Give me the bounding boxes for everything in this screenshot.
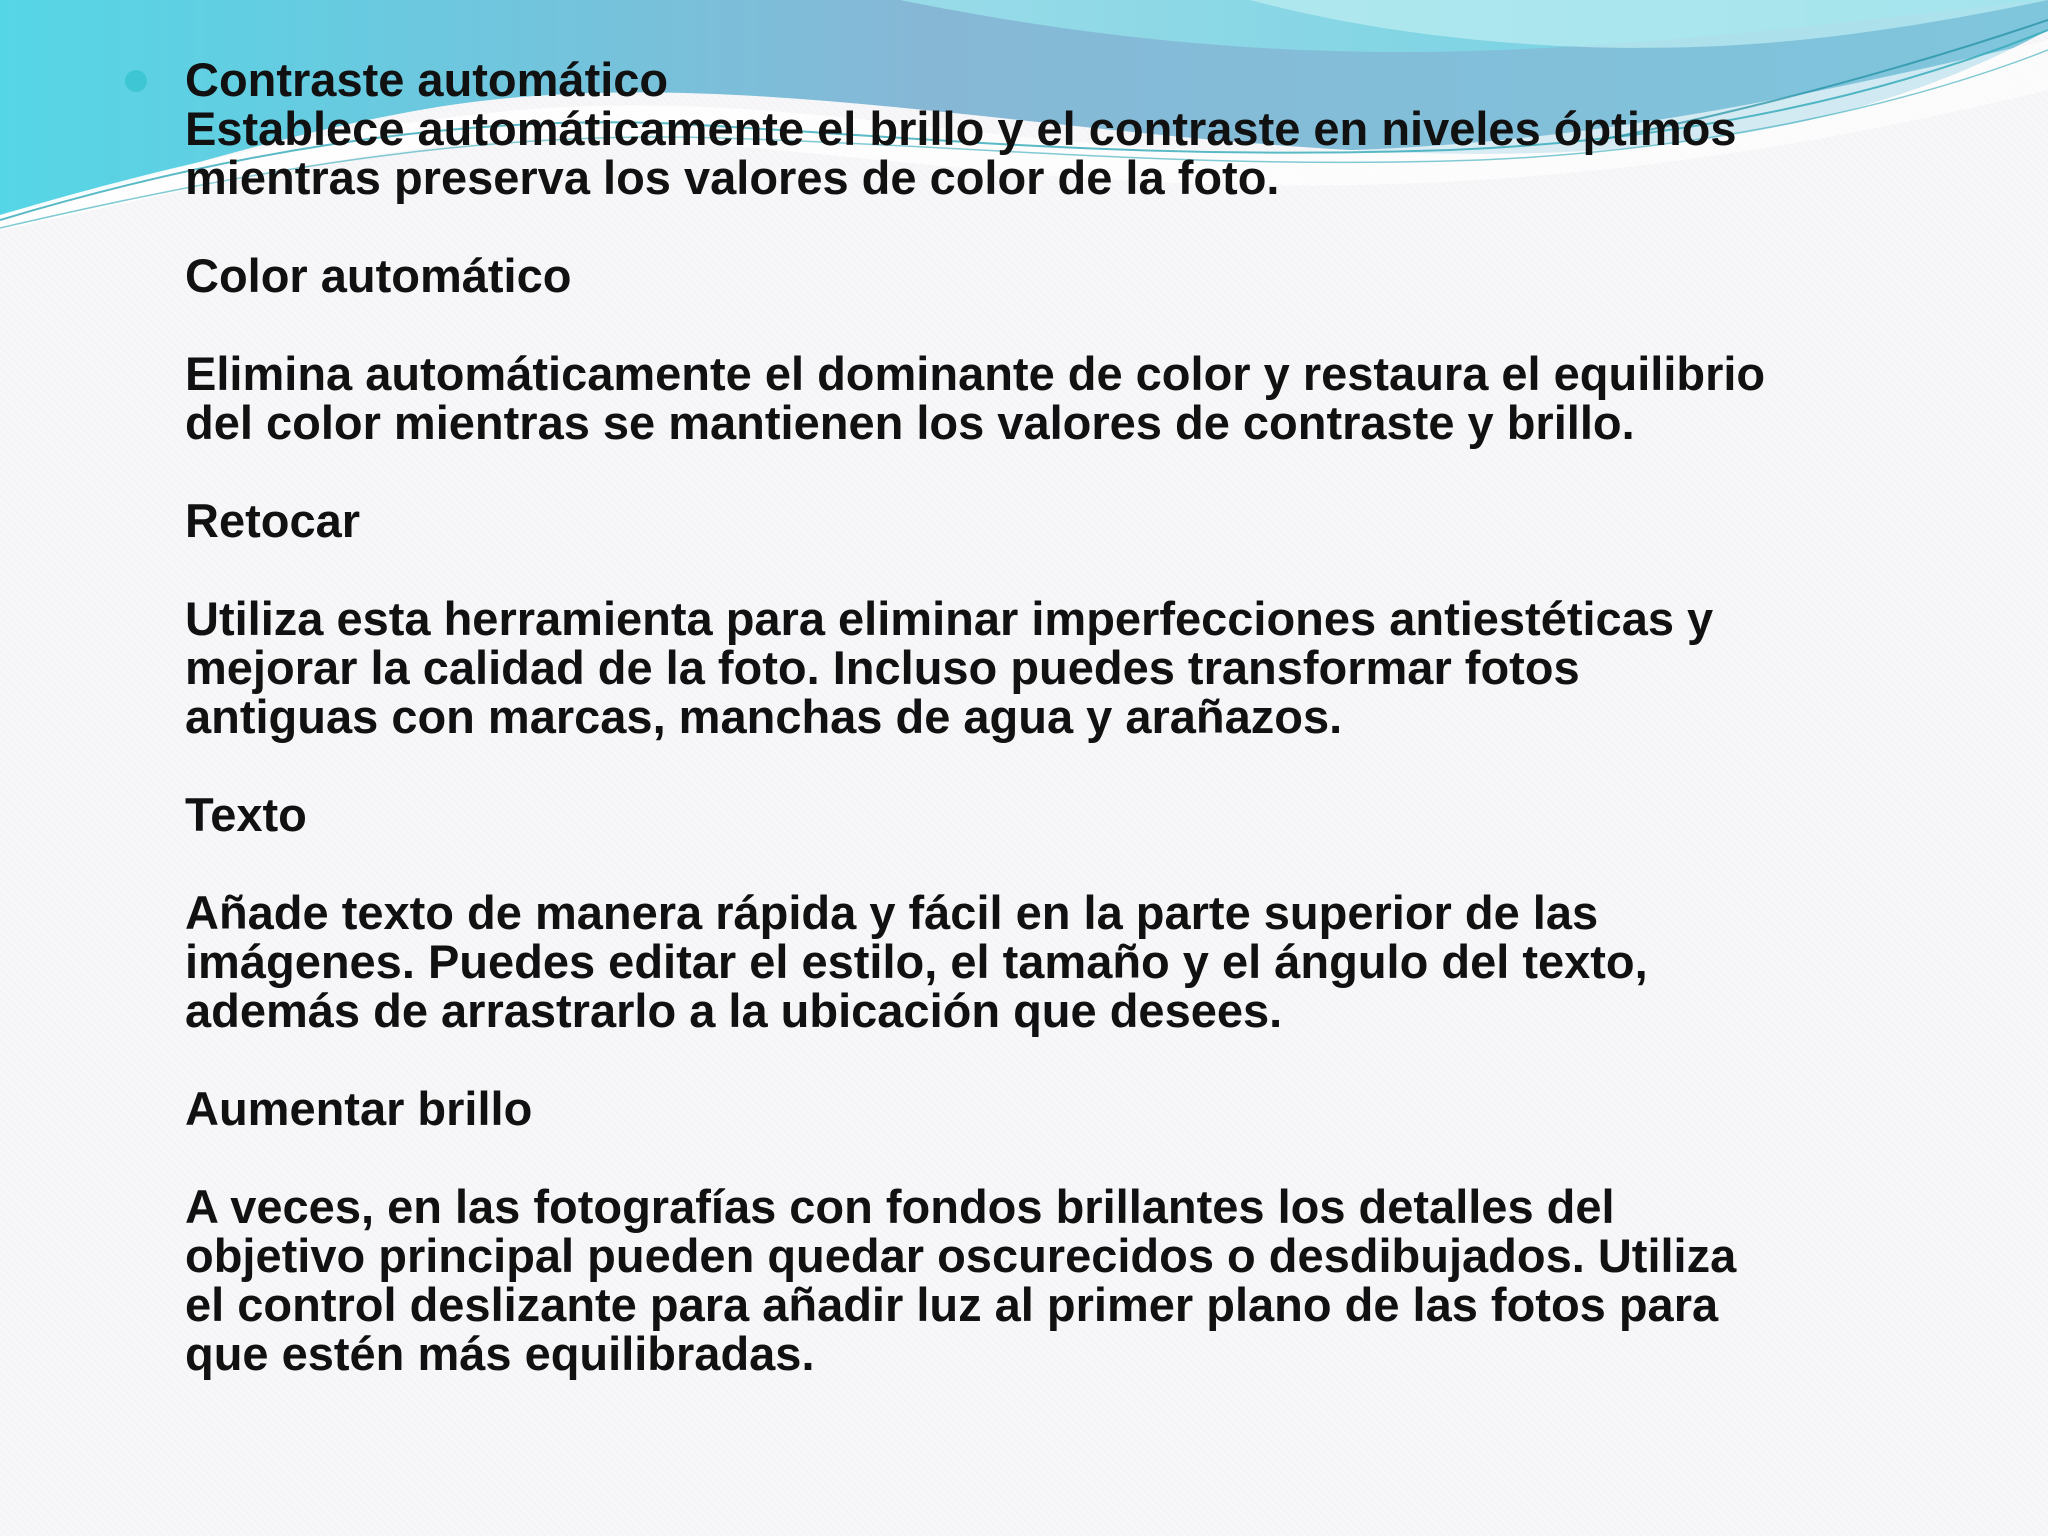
slide-text-body — [185, 55, 1985, 1378]
section-body-line: además de arrastrarlo a la ubicación que desees. — [185, 984, 1283, 1037]
section-heading: Aumentar brillo — [185, 1082, 533, 1135]
section-body-line: Elimina automáticamente el dominante de color y restaura el equilibrio — [185, 347, 1766, 400]
section-text — [185, 790, 1985, 1035]
section-heading: Retocar — [185, 494, 361, 547]
section-body-line: del color mientras se mantienen los valores de contraste y brillo. — [185, 396, 1635, 449]
section-heading: Contraste automático — [185, 53, 669, 106]
section-brightness — [185, 1084, 1985, 1378]
section-body-line: Utiliza esta herramienta para eliminar imperfecciones antiestéticas y — [185, 592, 1714, 645]
section-body-line: Establece automáticamente el brillo y el contraste en niveles óptimos — [185, 102, 1737, 155]
section-heading: Color automático — [185, 249, 572, 302]
section-retouch — [185, 496, 1985, 741]
section-body-line: A veces, en las fotografías con fondos brillantes los detalles del — [185, 1180, 1615, 1233]
section-body-line: mejorar la calidad de la foto. Incluso puedes transformar fotos — [185, 641, 1580, 694]
section-body-line: mientras preserva los valores de color de la foto. — [185, 151, 1280, 204]
section-body-line: objetivo principal pueden quedar oscurecidos o desdibujados. Utiliza — [185, 1229, 1737, 1282]
section-body-line: antiguas con marcas, manchas de agua y arañazos. — [185, 690, 1343, 743]
section-body-line: que estén más equilibradas. — [185, 1327, 815, 1380]
section-body-line: imágenes. Puedes editar el estilo, el tamaño y el ángulo del texto, — [185, 935, 1648, 988]
section-auto-contrast — [185, 55, 1985, 202]
section-body-line: el control deslizante para añadir luz al primer plano de las fotos para — [185, 1278, 1719, 1331]
section-body-line: Añade texto de manera rápida y fácil en la parte superior de las — [185, 886, 1599, 939]
bullet-icon — [125, 70, 147, 92]
section-heading: Texto — [185, 788, 307, 841]
section-auto-color — [185, 251, 1985, 447]
